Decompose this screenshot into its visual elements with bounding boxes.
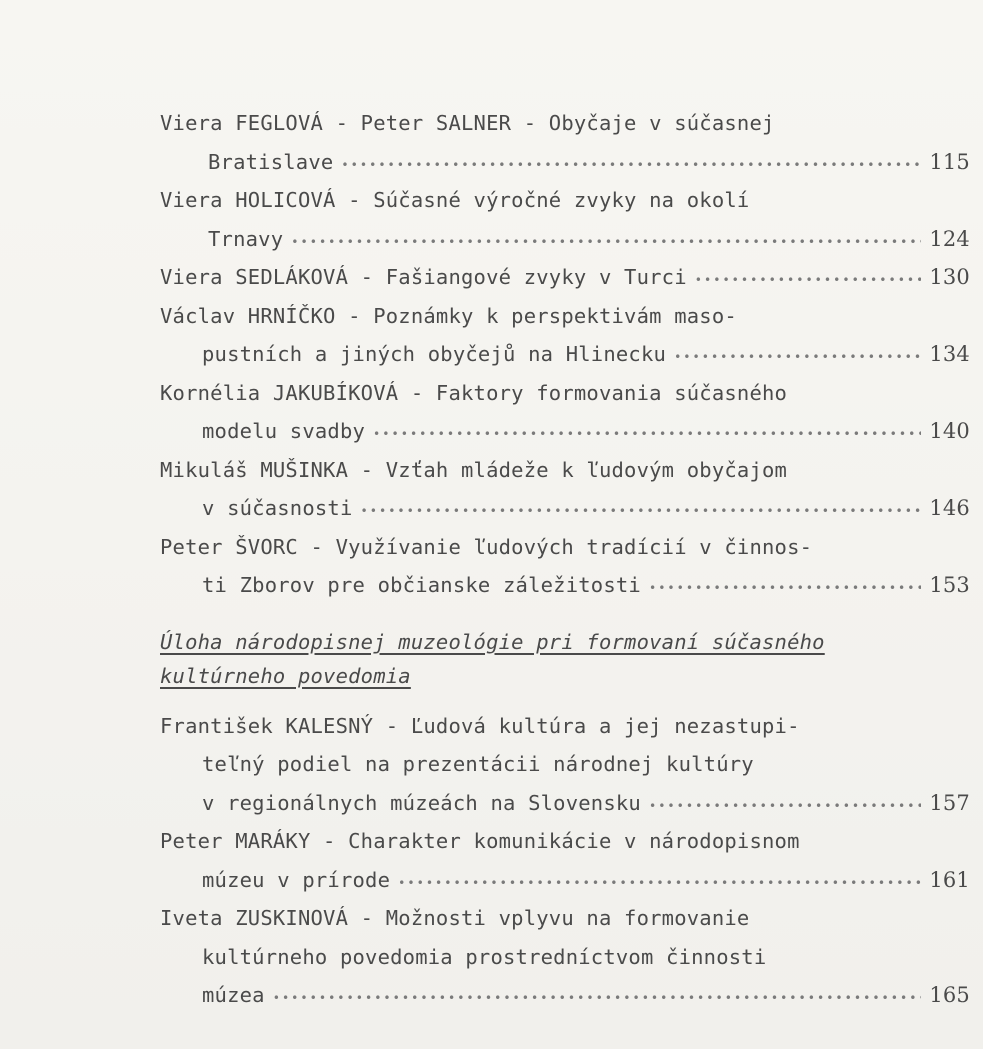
toc-entry-title-line bbox=[160, 374, 970, 413]
toc-page-number: 153 bbox=[929, 573, 970, 597]
toc-entry-title-continuation: múzea bbox=[202, 983, 265, 1007]
toc-entry-title: Viera HOLICOVÁ - Súčasné výročné zvyky na okolí bbox=[160, 188, 750, 212]
toc-entry-middle-line bbox=[160, 745, 970, 784]
toc-entry-title-continuation: múzeu v prírode bbox=[202, 867, 391, 892]
toc-entry-title-line bbox=[160, 104, 970, 143]
dot-leader bbox=[649, 794, 921, 812]
toc-entry-title: Iveta ZUSKINOVÁ - Možnosti vplyvu na formovanie bbox=[160, 906, 750, 930]
toc-entry-title: František KALESNÝ - Ľudová kultúra a jej nezastupi- bbox=[160, 713, 800, 738]
toc-entry-title-continuation: kultúrneho povedomia prostredníctvom činnosti bbox=[202, 944, 767, 969]
toc-entry-title-continuation: v súčasnosti bbox=[202, 496, 353, 520]
toc-entry bbox=[160, 258, 970, 297]
toc-entry bbox=[160, 822, 970, 899]
dot-leader bbox=[373, 422, 921, 440]
toc-entry-title: Viera SEDLÁKOVÁ - Fašiangové zvyky v Turci bbox=[160, 265, 687, 289]
toc-entry-last-line bbox=[160, 566, 970, 605]
toc-entry-last-line bbox=[160, 220, 970, 259]
section-heading-line: kultúrneho povedomia bbox=[160, 663, 411, 688]
toc-entry-last-line bbox=[160, 976, 970, 1015]
toc-entry-title-line bbox=[160, 181, 970, 220]
section-heading bbox=[160, 625, 970, 693]
toc-entry-title-continuation: modelu svadby bbox=[202, 419, 366, 443]
toc-entry-last-line bbox=[160, 412, 970, 451]
toc-page-number: 140 bbox=[929, 419, 970, 443]
toc-entry-title-continuation: pustních a jiných obyčejů na Hlinecku bbox=[202, 342, 667, 366]
toc-entry-last-line bbox=[160, 335, 970, 374]
toc-entry bbox=[160, 451, 970, 528]
toc-entry bbox=[160, 528, 970, 605]
toc-entry-title-continuation: Bratislave bbox=[208, 149, 334, 174]
toc-entry-middle-line bbox=[160, 938, 970, 977]
toc-entry bbox=[160, 297, 970, 374]
dot-leader bbox=[341, 153, 921, 171]
toc-entry-title-line bbox=[160, 707, 970, 746]
toc-entry bbox=[160, 707, 970, 823]
toc-entry-title-line bbox=[160, 528, 970, 567]
toc-page-number: 146 bbox=[929, 496, 970, 520]
toc-entry-title: Peter MARÁKY - Charakter komunikácie v národopisnom bbox=[160, 829, 800, 853]
toc-entry-title: Viera FEGLOVÁ - Peter SALNER - Obyčaje v súčasnej bbox=[160, 111, 775, 135]
dot-leader bbox=[291, 230, 921, 248]
dot-leader bbox=[273, 986, 922, 1004]
dot-leader bbox=[674, 345, 921, 363]
toc-entry bbox=[160, 181, 970, 258]
toc-entry-last-line bbox=[160, 143, 970, 182]
toc-entry-title-line bbox=[160, 451, 970, 490]
toc-entry-last-line bbox=[160, 861, 970, 900]
toc-entry-title-line bbox=[160, 258, 970, 297]
toc-entry bbox=[160, 899, 970, 1015]
table-of-contents bbox=[160, 104, 970, 1015]
toc-page-number: 124 bbox=[929, 226, 970, 251]
toc-page-number: 157 bbox=[929, 790, 970, 815]
toc-page-number: 165 bbox=[929, 983, 970, 1007]
toc-entry bbox=[160, 374, 970, 451]
toc-entry-title-line bbox=[160, 297, 970, 336]
toc-page-number: 130 bbox=[929, 265, 970, 289]
toc-page-number: 115 bbox=[929, 149, 970, 174]
toc-entry bbox=[160, 104, 970, 181]
toc-entry-last-line bbox=[160, 489, 970, 528]
dot-leader bbox=[361, 499, 922, 517]
dot-leader bbox=[649, 576, 921, 594]
toc-entry-title-continuation: ti Zborov pre občianske záležitosti bbox=[202, 573, 641, 597]
toc-page-number: 134 bbox=[929, 342, 970, 366]
toc-entry-title: Mikuláš MUŠINKA - Vzťah mládeže k ľudovým obyčajom bbox=[160, 457, 788, 482]
toc-entry-title: Kornélia JAKUBÍKOVÁ - Faktory formovania súčasného bbox=[160, 380, 788, 405]
section-heading-line: Úloha národopisnej muzeológie pri formovaní súčasného bbox=[160, 629, 825, 654]
dot-leader bbox=[398, 871, 921, 889]
toc-page-number: 161 bbox=[929, 867, 970, 892]
toc-entry-title-line bbox=[160, 899, 970, 938]
dot-leader bbox=[695, 268, 922, 286]
toc-entry-title: Václav HRNÍČKO - Poznámky k perspektivám maso- bbox=[160, 303, 737, 328]
toc-entry-title-continuation: teľný podiel na prezentácii národnej kultúry bbox=[202, 752, 754, 776]
toc-entry-title: Peter ŠVORC - Využívanie ľudových tradícií v činnos- bbox=[160, 534, 813, 559]
toc-entry-title-continuation: v regionálnych múzeách na Slovensku bbox=[202, 790, 641, 815]
toc-entry-last-line bbox=[160, 784, 970, 823]
toc-entry-title-line bbox=[160, 822, 970, 861]
toc-entry-title-continuation: Trnavy bbox=[208, 226, 284, 251]
